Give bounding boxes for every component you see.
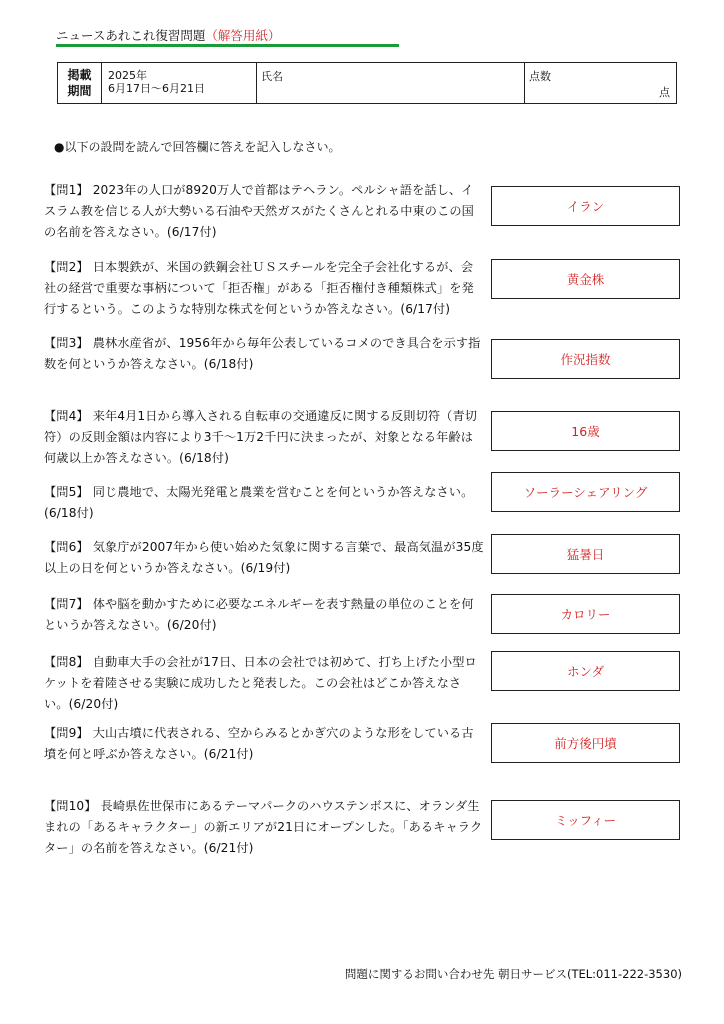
answer-box-7[interactable]: カロリー [491,594,680,634]
title-suffix: （解答用紙） [205,28,281,43]
period-date-cell [102,63,257,103]
question-10: 【問10】 長崎県佐世保市にあるテーマパークのハウステンボスに、オランダ生まれの「あるキャラクター」の新エリアが21日にオープンした。「あるキャラクター」の名前を答えなさい。(6/21付) [44,799,483,855]
answer-box-1[interactable]: イラン [491,186,680,226]
question-3: 【問3】 農林水産省が、1956年から毎年公表しているコメのでき具合を示す指数を何というか答えなさい。(6/18付) [44,336,481,371]
score-field[interactable] [525,63,676,103]
question-8: 【問8】 自動車大手の会社が17日、日本の会社では初めて、打ち上げた小型ロケットを着陸させる実験に成功したと発表した。この会社はどこか答えなさい。(6/20付) [44,655,477,711]
name-label: 氏名 [261,70,283,83]
score-unit: 点 [659,86,670,99]
period-label-top: 掲載 [67,68,92,82]
answer-box-10[interactable]: ミッフィー [491,800,680,840]
period-range: 6月17日～6月21日 [108,82,205,95]
answer-box-3[interactable]: 作況指数 [491,339,680,379]
info-table [57,62,677,104]
name-field[interactable] [257,63,525,103]
question-9: 【問9】 大山古墳に代表される、空からみるとかぎ穴のような形をしている古墳を何と呼ぶか答えなさい。(6/21付) [44,726,474,761]
title-underline [56,44,399,47]
period-label-bottom: 期間 [67,84,92,98]
answer-box-9[interactable]: 前方後円墳 [491,723,680,763]
period-year: 2025年 [108,69,147,82]
question-1: 【問1】 2023年の人口が8920万人で首都はテヘラン。ペルシャ語を話し、イスラム教を信じる人が大勢いる石油や天然ガスがたくさんとれる中東のこの国の名前を答えなさい。(6/17付) [44,183,474,239]
question-5: 【問5】 同じ農地で、太陽光発電と農業を営むことを何というか答えなさい。(6/18付) [44,485,474,520]
question-6: 【問6】 気象庁が2007年から使い始めた気象に関する言葉で、最高気温が35度以上の日を何というか答えなさい。(6/19付) [44,540,484,575]
question-4: 【問4】 来年4月1日から導入される自転車の交通違反に関する反則切符（青切符）の反則金額は内容により3千～1万2千円に決まったが、対象となる年齢は何歳以上か答えなさい。(6/18付) [44,409,478,465]
title-text: ニュースあれこれ復習問題 [56,28,206,43]
question-7: 【問7】 体や脳を動かすために必要なエネルギーを表す熱量の単位のことを何というか答えなさい。(6/20付) [44,597,474,632]
instruction-text: ●以下の設問を読んで回答欄に答えを記入しなさい。 [54,140,341,154]
score-label: 点数 [529,70,551,83]
contact-footer: 問題に関するお問い合わせ先 朝日サービス(TEL:011-222-3530) [344,967,682,981]
answer-box-2[interactable]: 黄金株 [491,259,680,299]
answer-box-8[interactable]: ホンダ [491,651,680,691]
answer-box-6[interactable]: 猛暑日 [491,534,680,574]
page-title [56,26,280,44]
answer-box-4[interactable]: 16歳 [491,411,680,451]
question-2: 【問2】 日本製鉄が、米国の鉄鋼会社ＵＳスチールを完全子会社化するが、会社の経営で重要な事柄について「拒否権」がある「拒否権付き種類株式」を発行するという。このような特別な株式を何というか答えなさい。(6/17付) [44,260,474,316]
answer-box-5[interactable]: ソーラーシェアリング [491,472,680,512]
period-label-cell [58,63,102,103]
